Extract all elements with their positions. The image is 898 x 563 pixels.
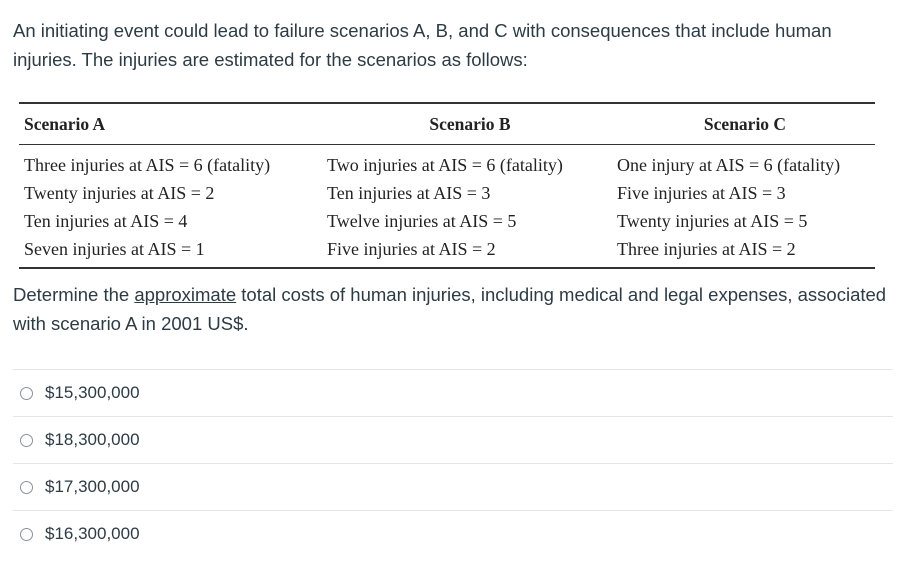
radio-button-icon[interactable] [20,387,33,400]
scenario-table-container [19,102,875,269]
table-cell: Twenty injuries at AIS = 2 [24,183,215,203]
radio-button-icon[interactable] [20,434,33,447]
table-cell: One injury at AIS = 6 (fatality) [617,155,841,175]
table-cell: Three injuries at AIS = 6 (fatality) [24,155,271,175]
radio-button-icon[interactable] [20,528,33,541]
answer-option-label: $15,300,000 [45,383,140,402]
answer-option-4[interactable] [13,510,893,557]
radio-button-icon[interactable] [20,481,33,494]
table-row [19,179,875,207]
answer-option-label: $17,300,000 [45,477,140,496]
table-row [19,235,875,268]
scenario-table [19,102,875,269]
table-cell: Five injuries at AIS = 2 [325,235,615,268]
table-cell: Ten injuries at AIS = 4 [24,211,188,231]
question-text-before: Determine the [13,284,135,305]
header-scenario-a: Scenario A [19,103,325,145]
table-row [19,207,875,235]
question-text [13,280,893,338]
table-cell: Twenty injuries at AIS = 5 [617,211,808,231]
table-cell: Ten injuries at AIS = 3 [327,183,491,203]
question-text-underlined: approximate [134,284,237,305]
table-row [19,145,875,180]
table-cell: Five injuries at AIS = 3 [617,183,786,203]
table-cell: Seven injuries at AIS = 1 [19,235,325,268]
answer-option-2[interactable] [13,416,893,463]
table-header-row [19,103,875,145]
table-cell: Twelve injuries at AIS = 5 [327,211,517,231]
answer-option-1[interactable] [13,369,893,416]
answer-option-label: $16,300,000 [45,524,140,543]
answer-options [13,369,893,557]
question-text-after: total costs of human injuries, including medical and legal expenses, associated with scenario A in 2001 US$. [13,284,887,334]
table-cell: Two injuries at AIS = 6 (fatality) [327,155,563,175]
answer-option-label: $18,300,000 [45,430,140,449]
answer-option-3[interactable] [13,463,893,510]
table-cell: Three injuries at AIS = 2 [615,235,875,268]
header-scenario-b: Scenario B [325,103,615,145]
question-intro-text: An initiating event could lead to failure scenarios A, B, and C with consequences that include human injuries. The injuries are estimated for the scenarios as follows: [13,20,832,70]
header-scenario-c: Scenario C [615,103,875,145]
